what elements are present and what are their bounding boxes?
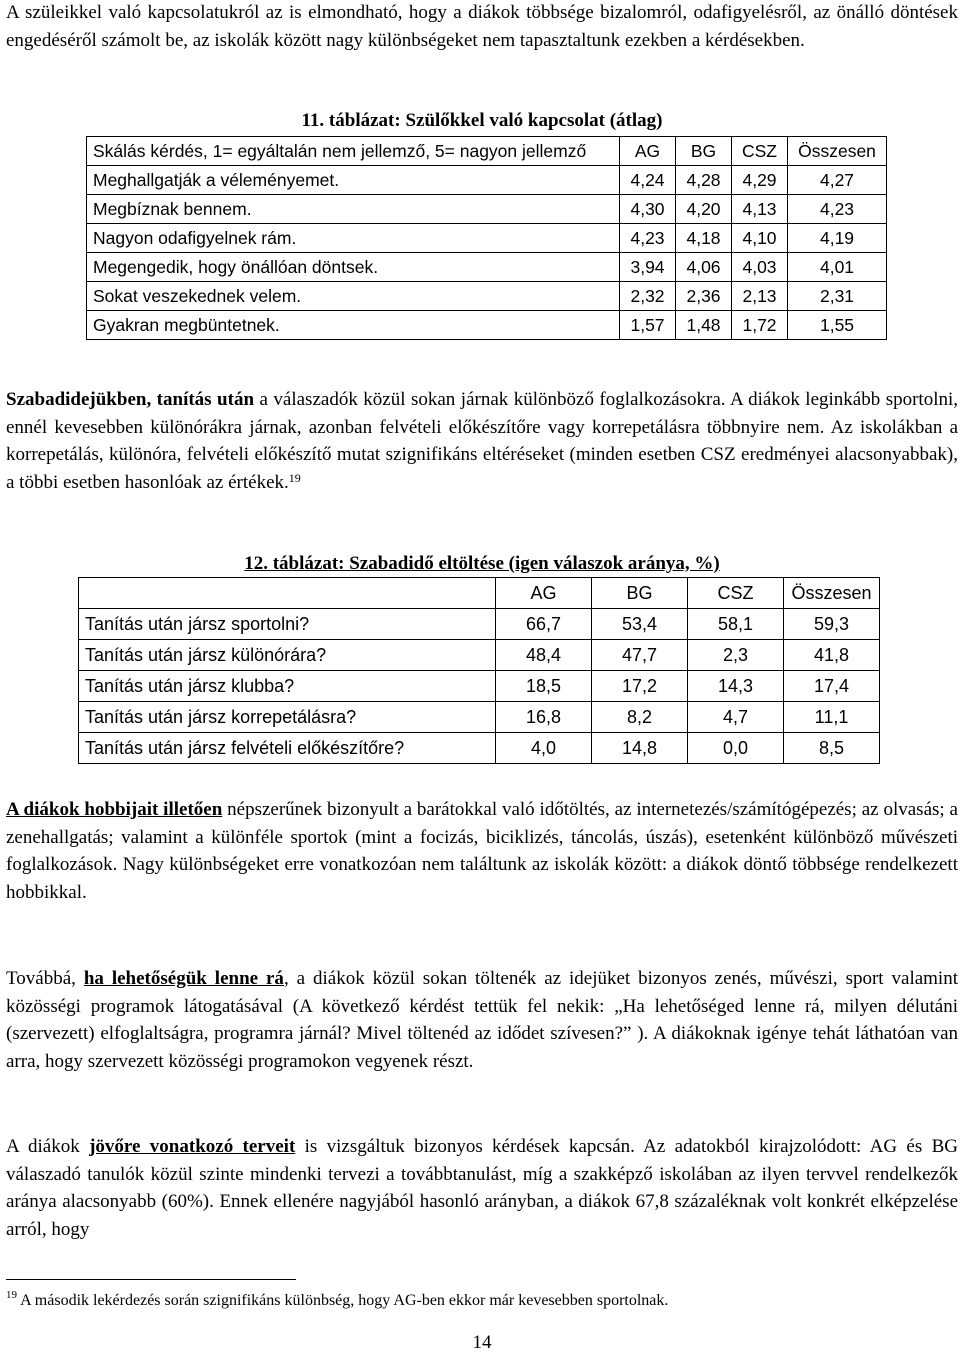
table-row bbox=[87, 224, 887, 253]
cell-csz: 2,13 bbox=[732, 282, 788, 311]
page-number: 14 bbox=[472, 1332, 492, 1353]
cell-bg: 8,2 bbox=[592, 702, 688, 733]
cell-ag: 4,30 bbox=[620, 195, 676, 224]
cell-csz: 4,03 bbox=[732, 253, 788, 282]
row-label: Tanítás után jársz korrepetálásra? bbox=[79, 702, 496, 733]
cell-total: 4,19 bbox=[788, 224, 887, 253]
cell-total: 4,27 bbox=[788, 166, 887, 195]
cell-total: 8,5 bbox=[784, 733, 880, 764]
table2-header-bg: BG bbox=[592, 578, 688, 609]
cell-ag: 4,23 bbox=[620, 224, 676, 253]
cell-ag: 2,32 bbox=[620, 282, 676, 311]
cell-csz: 58,1 bbox=[688, 609, 784, 640]
opportunity-lead: ha lehetőségük lenne rá bbox=[83, 968, 284, 989]
cell-total: 2,31 bbox=[788, 282, 887, 311]
table-row bbox=[79, 640, 880, 671]
row-label: Megengedik, hogy önállóan döntsek. bbox=[87, 253, 620, 282]
cell-ag: 66,7 bbox=[496, 609, 592, 640]
cell-csz: 2,3 bbox=[688, 640, 784, 671]
opportunity-pre: Továbbá, bbox=[6, 968, 84, 989]
table-row bbox=[87, 282, 887, 311]
table1-header-ag: AG bbox=[620, 137, 676, 166]
table1-header-csz: CSZ bbox=[732, 137, 788, 166]
row-label: Megbíznak bennem. bbox=[87, 195, 620, 224]
cell-bg: 4,18 bbox=[676, 224, 732, 253]
cell-ag: 4,0 bbox=[496, 733, 592, 764]
row-label: Sokat veszekednek velem. bbox=[87, 282, 620, 311]
cell-bg: 4,20 bbox=[676, 195, 732, 224]
table-row bbox=[79, 702, 880, 733]
cell-bg: 47,7 bbox=[592, 640, 688, 671]
table-row bbox=[79, 671, 880, 702]
table2-header-blank bbox=[79, 578, 496, 609]
cell-bg: 53,4 bbox=[592, 609, 688, 640]
table2-caption-text: 12. táblázat: Szabadidő eltöltése (igen válaszok aránya, %) bbox=[244, 553, 720, 574]
table-row bbox=[87, 166, 887, 195]
cell-bg: 2,36 bbox=[676, 282, 732, 311]
cell-total: 1,55 bbox=[788, 311, 887, 340]
hobbies-lead: A diákok hobbijait illetően bbox=[6, 799, 223, 820]
cell-ag: 4,24 bbox=[620, 166, 676, 195]
row-label: Tanítás után jársz klubba? bbox=[79, 671, 496, 702]
row-label: Nagyon odafigyelnek rám. bbox=[87, 224, 620, 253]
table-row bbox=[87, 195, 887, 224]
cell-bg: 14,8 bbox=[592, 733, 688, 764]
cell-ag: 48,4 bbox=[496, 640, 592, 671]
table2-header-row bbox=[79, 578, 880, 609]
row-label: Meghallgatják a véleményemet. bbox=[87, 166, 620, 195]
footnote-number: 19 bbox=[6, 1289, 17, 1301]
future-plans-lead: jövőre vonatkozó terveit bbox=[89, 1136, 296, 1157]
cell-ag: 3,94 bbox=[620, 253, 676, 282]
table1-caption: 11. táblázat: Szülőkkel való kapcsolat (átlag) bbox=[301, 110, 663, 131]
cell-ag: 16,8 bbox=[496, 702, 592, 733]
footnote bbox=[6, 1289, 669, 1310]
table2-header-ag: AG bbox=[496, 578, 592, 609]
cell-bg: 4,06 bbox=[676, 253, 732, 282]
free-time-text: a válaszadók közül sokan járnak különböző foglalkozásokra. A diákok leginkább sportolni, ennél kevesebben különórákra járnak, azonban felvételi előkészítőre vagy korrepetálásra többnyire nem. Az iskolákban a korrepetálás, különóra, felvételi előkészítő mutat szignifikáns eltéréseket (minden esetben CSZ eredményei alacsonyabbak), a többi esetben hasonlóak az értékek. bbox=[6, 389, 959, 493]
future-plans-text: is vizsgáltuk bizonyos kérdések kapcsán. Az adatokból kirajzolódott: AG és BG válaszadó tanulók közül szinte mindenki tervezi a továbbtanulást, míg a szakképző iskolában az ilyen tervvel rendelkezők aránya alacsonyabb (60%). Ennek ellenére nagyjából hasonló arányban, a diákok 67,8 százaléknak volt konkrét elképzelése arról, hogy bbox=[6, 1136, 958, 1240]
opportunity-paragraph bbox=[6, 965, 958, 1075]
row-label: Tanítás után jársz sportolni? bbox=[79, 609, 496, 640]
cell-csz: 4,13 bbox=[732, 195, 788, 224]
table1-header-bg: BG bbox=[676, 137, 732, 166]
cell-ag: 18,5 bbox=[496, 671, 592, 702]
table-row bbox=[87, 311, 887, 340]
cell-total: 59,3 bbox=[784, 609, 880, 640]
future-plans-pre: A diákok bbox=[6, 1136, 90, 1157]
parent-relationship-table bbox=[86, 136, 887, 340]
footnote-ref[interactable]: 19 bbox=[288, 470, 301, 485]
hobbies-text: népszerűnek bizonyult a barátokkal való időtöltés, az internetezés/számítógépezés; az olvasás; a zenehallgatás; valamint a különféle sportok (mint a focizás, biciklizés, táncolás, úszás), esetenként különböző művészeti foglalkozások. Nagy különbségeket erre vonatkozóan nem találtunk az iskolák között: a diákok döntő többsége rendelkezett hobbikkal. bbox=[6, 799, 958, 903]
cell-csz: 4,29 bbox=[732, 166, 788, 195]
cell-csz: 14,3 bbox=[688, 671, 784, 702]
table-row bbox=[79, 609, 880, 640]
table1-header-row bbox=[87, 137, 887, 166]
cell-total: 4,23 bbox=[788, 195, 887, 224]
table2-header-total: Összesen bbox=[784, 578, 880, 609]
cell-total: 41,8 bbox=[784, 640, 880, 671]
cell-csz: 1,72 bbox=[732, 311, 788, 340]
row-label: Gyakran megbüntetnek. bbox=[87, 311, 620, 340]
row-label: Tanítás után jársz felvételi előkészítőre? bbox=[79, 733, 496, 764]
table-row bbox=[87, 253, 887, 282]
table2-header-csz: CSZ bbox=[688, 578, 784, 609]
cell-bg: 17,2 bbox=[592, 671, 688, 702]
cell-csz: 4,10 bbox=[732, 224, 788, 253]
cell-bg: 1,48 bbox=[676, 311, 732, 340]
intro-paragraph: A szüleikkel való kapcsolatukról az is elmondható, hogy a diákok többsége bizalomról, odafigyelésről, az önálló döntések engedéséről számolt be, az iskolák között nagy különbségeket nem tapasztaltunk ezekben a kérdésekben. bbox=[6, 2, 958, 51]
free-time-paragraph bbox=[6, 386, 958, 496]
table1-header-total: Összesen bbox=[788, 137, 887, 166]
free-time-lead: Szabadidejükben, tanítás után bbox=[6, 389, 255, 410]
opportunity-text: , a diákok közül sokan töltenék az idejüket bizonyos zenés, művészi, sport valamint közösségi programok látogatásával (A következő kérdést tettük fel nekik: „Ha lehetőséged lenne rá, milyen délutáni (szervezett) elfoglaltságra, programra járnál? Mivel töltenéd az idődet szívesen?” ). A diákoknak igénye tehát láthatóan van arra, hogy szervezett közösségi programokon vegyenek részt. bbox=[6, 968, 958, 1072]
table1-header-question: Skálás kérdés, 1= egyáltalán nem jellemző, 5= nagyon jellemző bbox=[87, 137, 620, 166]
row-label: Tanítás után jársz különórára? bbox=[79, 640, 496, 671]
free-time-table bbox=[78, 577, 880, 764]
cell-total: 11,1 bbox=[784, 702, 880, 733]
hobbies-paragraph bbox=[6, 796, 958, 906]
cell-csz: 0,0 bbox=[688, 733, 784, 764]
cell-bg: 4,28 bbox=[676, 166, 732, 195]
future-plans-paragraph bbox=[6, 1133, 958, 1243]
cell-total: 4,01 bbox=[788, 253, 887, 282]
footnote-text: A második lekérdezés során szignifikáns különbség, hogy AG-ben ekkor már kevesebben sportolnak. bbox=[17, 1292, 669, 1309]
table-row bbox=[79, 733, 880, 764]
cell-total: 17,4 bbox=[784, 671, 880, 702]
cell-ag: 1,57 bbox=[620, 311, 676, 340]
cell-csz: 4,7 bbox=[688, 702, 784, 733]
table2-caption bbox=[6, 553, 958, 575]
footnote-divider bbox=[6, 1279, 296, 1280]
